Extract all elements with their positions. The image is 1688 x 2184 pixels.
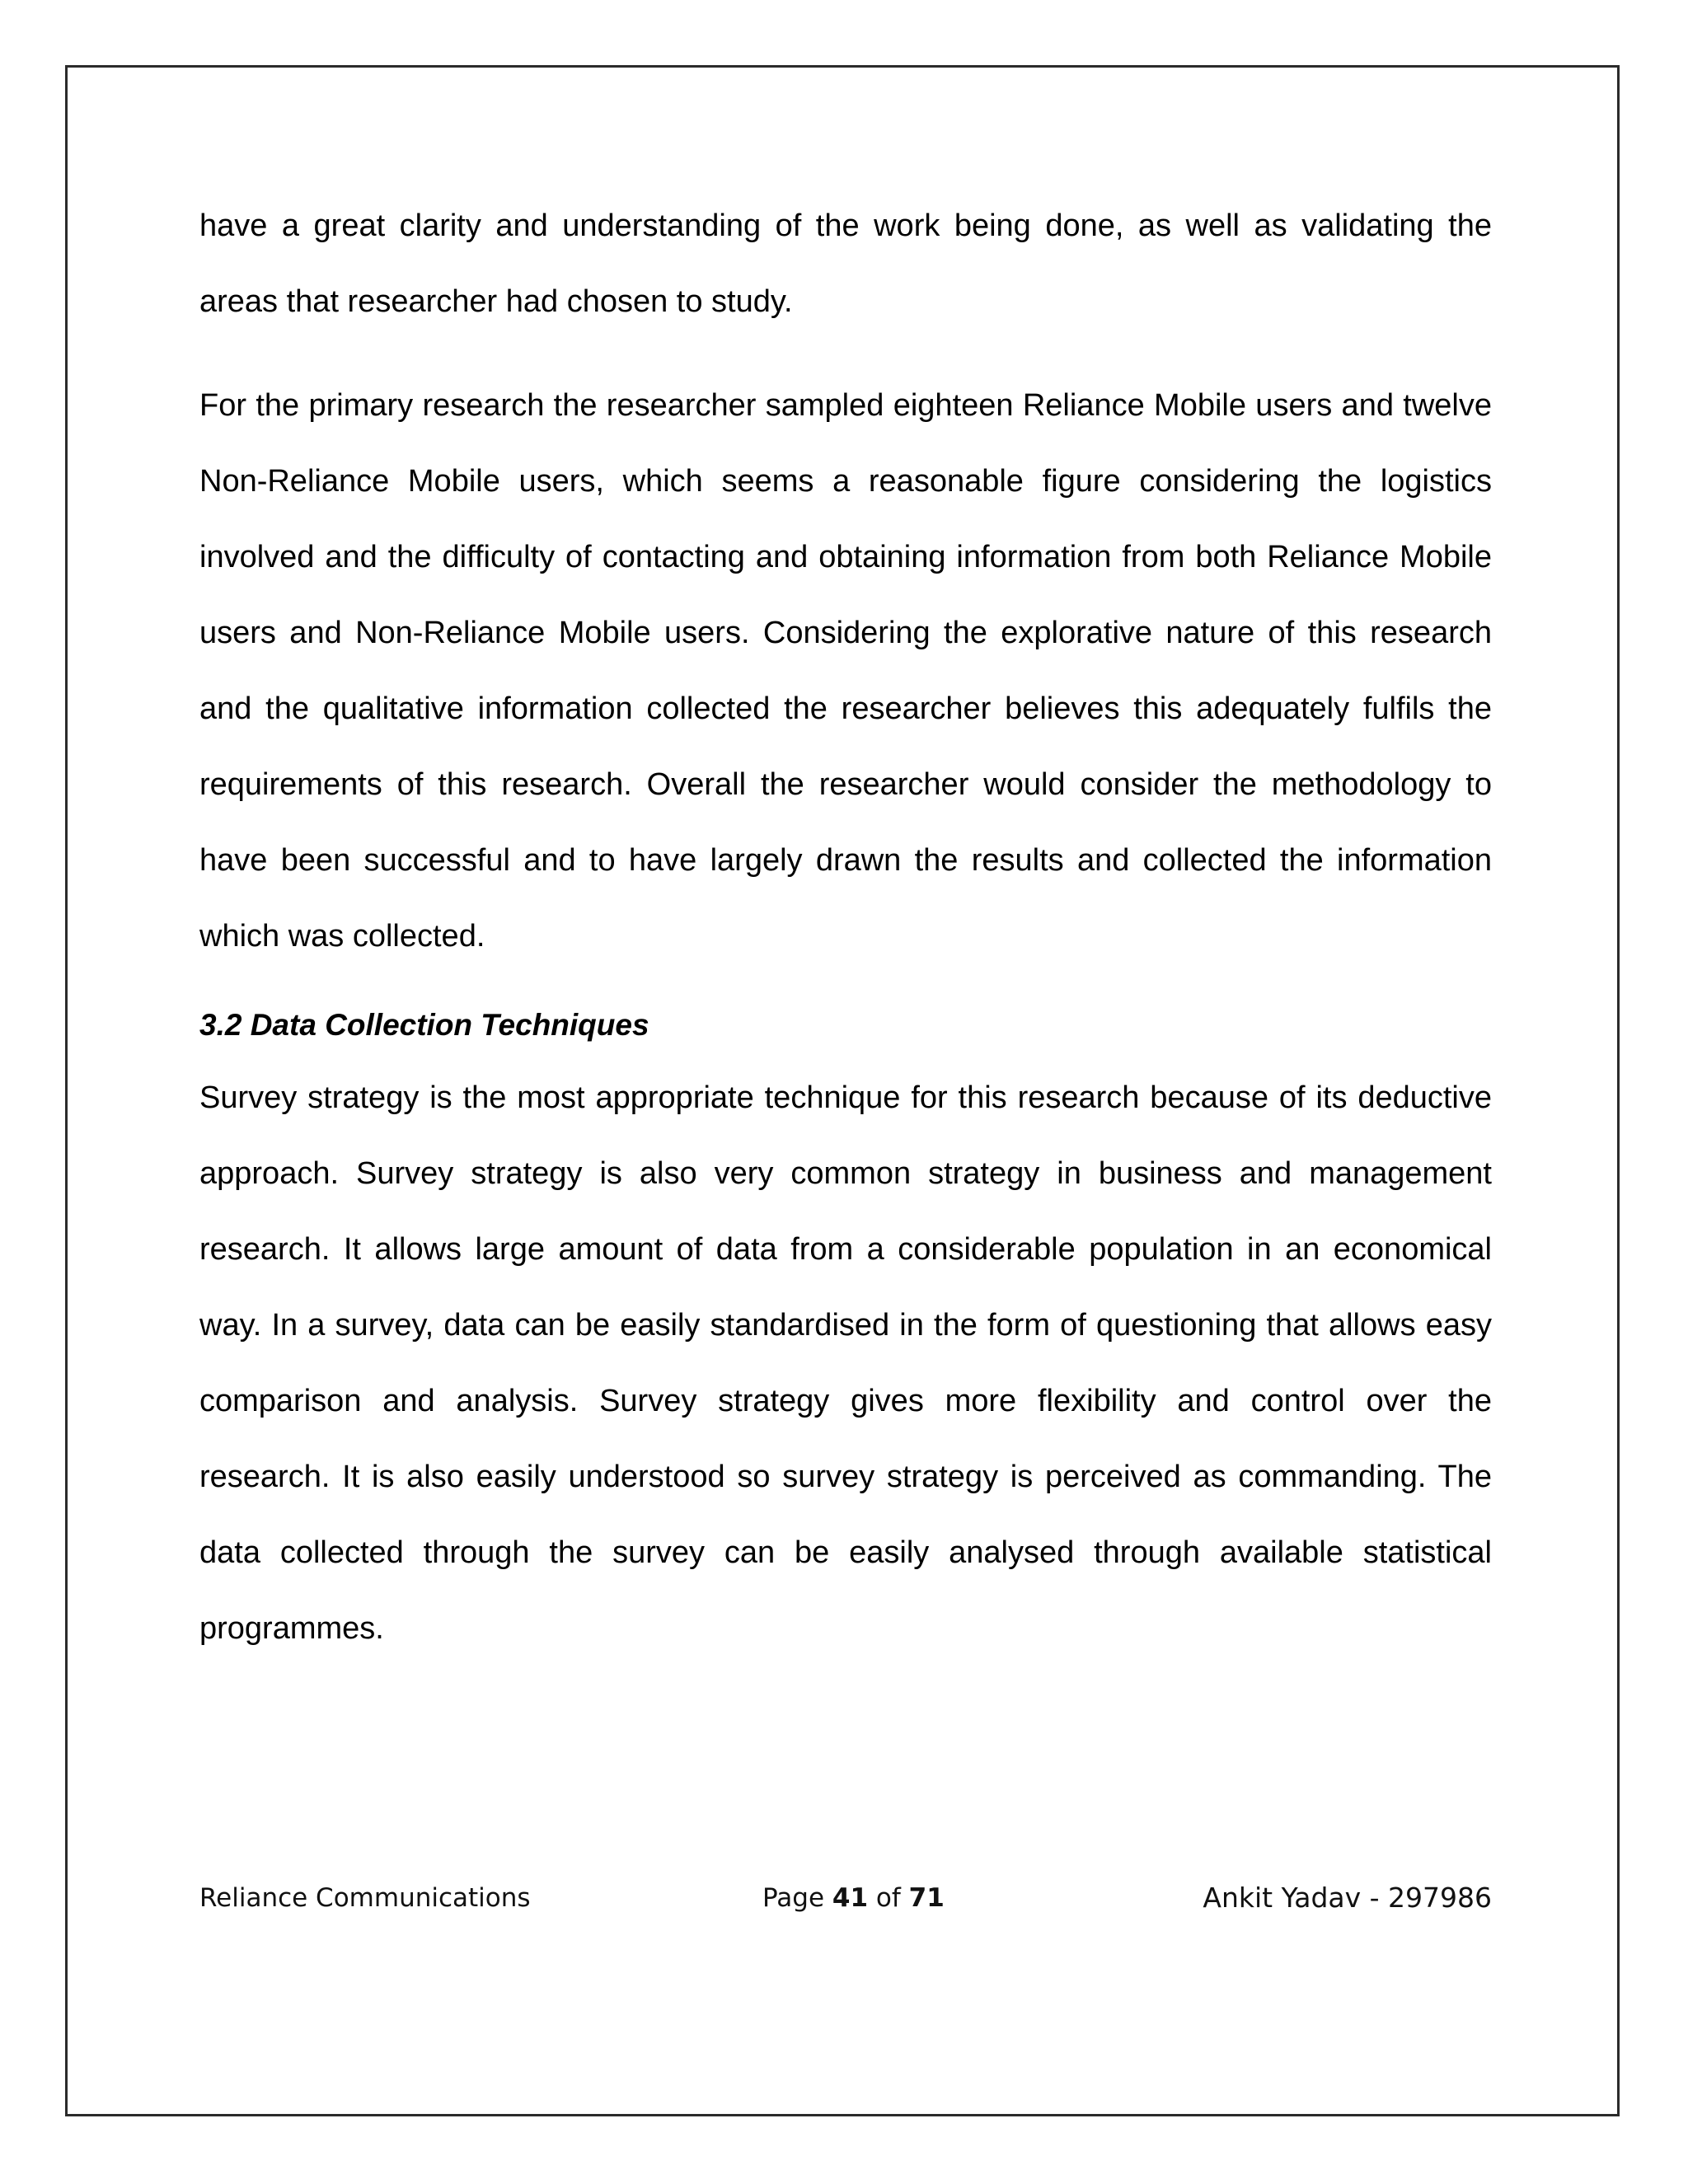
page-current: 41	[832, 1883, 869, 1913]
document-body	[199, 188, 1492, 1666]
paragraph-survey-strategy: Survey strategy is the most appropriate technique for this research because of its deductive approach. Survey strategy is also very common strategy in business and management research. It allows large amount of data from a considerable population in an economical way. In a survey, data can be easily standardised in the form of questioning that allows easy comparison and analysis. Survey strategy gives more flexibility and control over the research. It is also easily understood so survey strategy is perceived as commanding. The data collected through the survey can be easily analysed through available statistical programmes.	[199, 1080, 1492, 1646]
footer-author: Ankit Yadav - 297986	[1203, 1882, 1492, 1914]
paragraph-primary-research: For the primary research the researcher sampled eighteen Reliance Mobile users and twelve Non-Reliance Mobile users, which seems a reasonable figure considering the logistics involved and the difficulty of contacting and obtaining information from both Reliance Mobile users and Non-Reliance Mobile users. Considering the explorative nature of this research and the qualitative information collected the researcher believes this adequately fulfils the requirements of this research. Overall the researcher would consider the methodology to have been successful and to have largely drawn the results and collected the information which was collected.	[199, 388, 1492, 954]
page-label: Page	[762, 1883, 825, 1913]
page-of: of	[875, 1883, 901, 1913]
footer-company: Reliance Communications	[199, 1883, 531, 1913]
page-total: 71	[908, 1883, 945, 1913]
section-heading: 3.2 Data Collection Techniques	[199, 1008, 649, 1042]
page-number	[762, 1877, 945, 1919]
paragraph-continuation: have a great clarity and understanding of the work being done, as well as validating the areas that researcher had chosen to study.	[199, 209, 1492, 319]
page-footer	[199, 1877, 1492, 1919]
